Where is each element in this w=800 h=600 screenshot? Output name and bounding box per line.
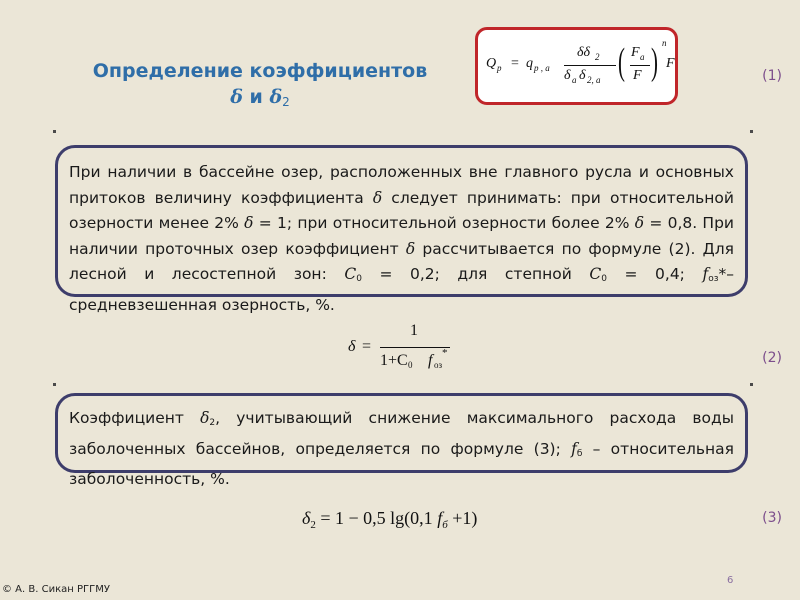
formula-3 [302,508,522,536]
decor-dot [53,130,56,133]
bogs-text-2: , учитывающий снижение максимального расхода воды заболоченных бассейнов, определяется по формуле (3); [69,409,734,458]
f2-fraction-bar [380,347,450,348]
f2-lhs: δ [348,338,356,355]
formula-3-number: (3) [762,510,782,526]
lakes-text-1: При наличии в бассейне озер, расположенных вне главного русла и основных притоков величину коэффициента [69,163,734,207]
f2-den-sub: 0 [408,360,413,370]
f2-den-f: f [428,352,433,369]
slide-title [40,58,480,115]
f1-q-sub: p , a [534,63,550,73]
f3-lhs: δ [302,508,311,528]
c0-symbol: C [589,265,602,283]
lakes-text-8: *– средневзешенная озерность, %. [69,265,734,314]
c0-subscript: 0 [356,274,362,284]
c0-symbol: C [344,265,357,283]
c0-subscript: 0 [601,274,607,284]
delta-symbol: δ [244,214,254,232]
f2-den-f-sub: оз [434,360,443,370]
f1-eq: = [511,56,519,71]
bogs-text-3: – относительная заболоченность, %. [69,439,734,488]
f1-paren-open: ( [618,41,625,83]
delta-symbol: δ [230,86,243,108]
delta2-symbol: δ [200,409,210,427]
formula-1-number: (1) [762,68,782,84]
delta-symbol: δ [634,214,645,232]
slide-title-line1: Определение коэффициентов [92,60,428,82]
delta2-symbol: δ [269,86,283,108]
f1-lhs: Q [486,56,497,71]
f2-den: 1+C [380,352,408,369]
delta2-subscript: 2 [282,95,290,109]
f3-f: f [437,508,443,528]
lakes-text-2: следует принимать: при относительной озерности менее 2% [69,188,734,232]
f3-f-sub: б [442,519,448,531]
page-number: 6 [727,575,734,586]
f1-frac-num: F [631,45,640,60]
f1-exponent: n [662,38,667,48]
f1-den-b-sub: 2, a [587,75,601,85]
f3-rhs1: = 1 − 0,5 lg(0,1 [315,508,438,528]
lakes-text-7: = 0,4; [606,265,703,283]
f-b-symbol: f [571,439,577,458]
f3-rhs2: +1) [447,508,478,528]
f1-inner-fraction-bar [630,65,650,66]
f1-q: q [526,56,533,71]
f-oz-symbol: f [702,265,709,283]
decor-dot [53,383,56,386]
lakes-text-3: = 1; при относительной озерности более 2% [253,214,635,232]
f1-num: δδ [577,45,591,60]
delta2-subscript: 2 [209,418,216,428]
formula-2-number: (2) [762,350,782,366]
f2-num: 1 [410,322,418,339]
f1-frac-num-sub: a [640,52,645,62]
f-b-subscript: б [576,448,583,459]
f1-tail: F [666,56,675,71]
f2-eq: = [362,338,372,355]
f-oz-subscript: оз [708,274,719,284]
footer-credit: © А. В. Сикан РГГМУ [2,584,110,595]
f1-den-b: δ [579,68,586,83]
f3-lhs-sub: 2 [310,519,316,531]
slide-title-line2 [40,84,480,115]
f1-fraction-bar [564,65,616,66]
f1-lhs-sub: p [497,63,502,73]
title-conjunction: и [242,86,270,108]
delta-symbol: δ [372,188,383,207]
bogs-text-1: Коэффициент [69,409,201,427]
f1-frac-den: F [633,68,642,83]
formula-1 [486,38,675,94]
f1-paren-close: ) [651,41,658,83]
decor-dot [750,130,753,133]
f2-den-star: * [442,347,448,359]
delta-symbol: δ [405,239,416,258]
f1-num-sub: 2 [595,52,600,62]
decor-dot [750,383,753,386]
f1-den-a-sub: a [572,75,577,85]
bogs-paragraph [69,406,734,493]
f1-den-a: δ [564,68,571,83]
formula-1-box [475,27,678,105]
lakes-text-4: = 0,8. При наличии проточных озер коэффициент [69,214,735,258]
lakes-text-6: = 0,2; для степной [361,265,590,283]
formula-2 [348,322,478,374]
lakes-paragraph [69,160,734,318]
lakes-text-5: рассчитывается по формуле (2). Для лесной и лесостепной зон: [69,239,734,283]
